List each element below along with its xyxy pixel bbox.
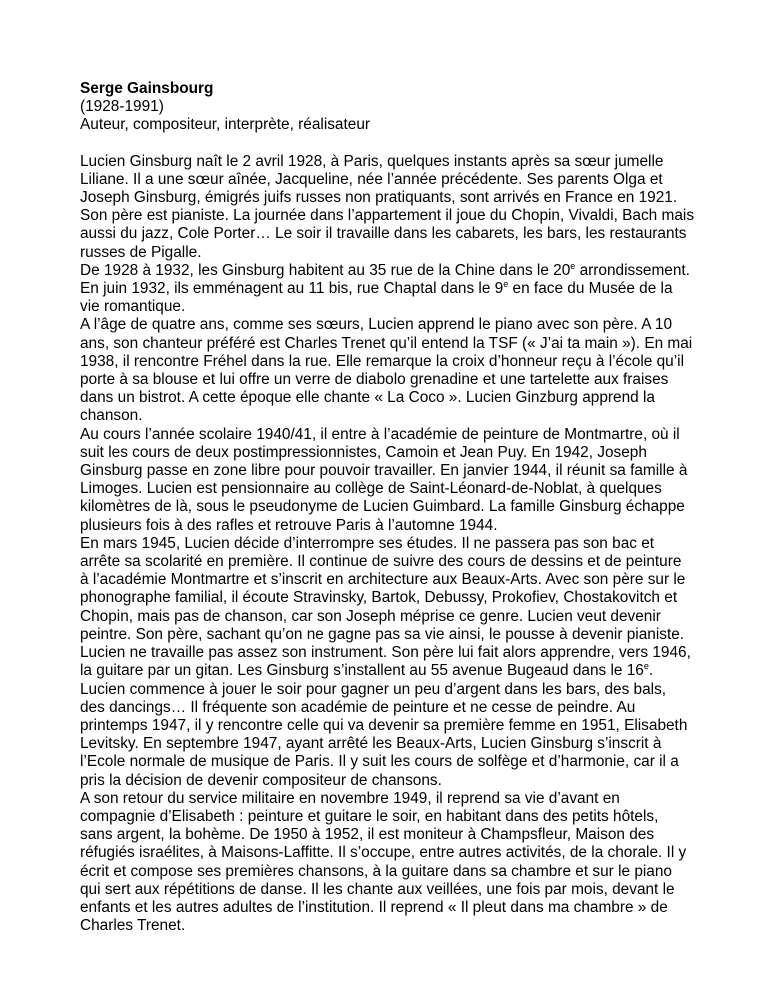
paragraph-addresses xyxy=(80,262,694,317)
life-dates: (1928-1991) xyxy=(80,98,164,116)
paragraph-addresses-part-1: De 1928 à 1932, les Ginsburg habitent au 35 rue de la Chine dans le 20 xyxy=(80,261,571,279)
paragraph-birth: Lucien Ginsburg naît le 2 avril 1928, à Paris, quelques instants après sa sœur jumelle Liliane. Il a une sœur aînée, Jacqueline, née l’année précédente. Ses parents Olga et Joseph Ginsburg, émigrés juifs russes non pratiquants, sont arrivés en France en 1921. Son père est pianiste. La journée dans l’appartement il joue du Chopin, Vivaldi, Bach mais aussi du jazz, Cole Porter… Le soir il travaille dans les cabarets, les bars, les restaurants russes de Pigalle. xyxy=(80,152,695,261)
ordinal-superscript: e xyxy=(503,278,509,289)
ordinal-superscript: e xyxy=(643,661,649,672)
paragraph-first-songs: A son retour du service militaire en novembre 1949, il reprend sa vie d’avant en compagnie d’Elisabeth : peinture et guitare le soir, en habitant dans des petits hôtels, sans argent, la bohème. De 1950 à 1952, il est moniteur à Champsfleur, Maison des réfugiés israélites, à Maisons-Laffitte. Il s’occupe, entre autres activités, de la chorale. Il y écrit et compose ses premières chansons, à la guitare dans sa chambre et sur le piano qui sert aux répétitions de danse. Il les chante aux veillées, une fois par mois, devant le enfants et les autres adultes de l’institution. Il reprend « Il pleut dans ma chambre » de Charles Trenet. xyxy=(80,789,687,935)
ordinal-superscript: e xyxy=(570,260,576,271)
document-title: Serge Gainsbourg xyxy=(80,80,214,97)
paragraph-addresses-part-3: en face du Musée de la vie romantique. xyxy=(80,280,673,316)
paragraph-music-school: Lucien commence à jouer le soir pour gagner un peu d’argent dans les bars, des bals, des dancings… Il fréquente son académie de peinture et ne cesse de peindre. Au printemps 1947, il y rencontre celle qui va devenir sa première femme en 1951, Elisabeth Levitsky. En septembre 1947, ayant arrêté les Beaux-Arts, Lucien Ginsburg s’inscrit à l’Ecole normale de musique de Paris. Il y suit les cours de solfège et d’harmonie, car il a pris la décision de devenir compositeur de chansons. xyxy=(80,680,688,789)
paragraph-studies-part-1: En mars 1945, Lucien décide d’interrompre ses études. Il ne passera pas son bac et arrête sa scolarité en première. Il continue de suivre des cours de dessins et de peinture à l’académie Montmartre et s’inscrit en architecture aux Beaux-Arts. Avec son père sur le phonographe familial, il écoute Stravinsky, Bartok, Debussy, Prokofiev, Chostakovitch et Chopin, mais pas de chanson, car son Joseph méprise ce genre. Lucien veut devenir peintre. Son père, sachant qu’on ne gagne pas sa vie ainsi, le pousse à devenir pianiste. Lucien ne travaille pas assez son instrument. Son père lui fait alors apprendre, vers 1946, la guitare par un gitan. Les Ginsburg s’installent au 55 avenue Bugeaud dans le 16 xyxy=(80,534,691,680)
paragraph-childhood: A l’âge de quatre ans, comme ses sœurs, Lucien apprend le piano avec son père. A 10 ans, son chanteur préféré est Charles Trenet qu’il entend la TSF (« J’ai ta main »). En mai 1938, il rencontre Fréhel dans la rue. Elle remarque la croix d’honneur reçu à l’école qu’il porte à sa blouse et lui offre un verre de diabolo grenadine et une tartelette aux fraises dans un bistrot. A cette époque elle chante « La Coco ». Lucien Ginzburg apprend la chanson. xyxy=(80,316,693,425)
roles-line: Auteur, compositeur, interprète, réalisateur xyxy=(80,116,371,134)
paragraph-studies-part-2: . xyxy=(648,662,654,680)
paragraph-studies xyxy=(80,535,694,681)
document-page xyxy=(80,80,694,935)
blank-line xyxy=(80,135,694,153)
paragraph-addresses-part-2: arrondissement. En juin 1932, ils emménagent au 11 bis, rue Chaptal dans le 9 xyxy=(80,261,690,298)
paragraph-war-years: Au cours l’année scolaire 1940/41, il entre à l’académie de peinture de Montmartre, où il suit les cours de deux postimpressionnistes, Camoin et Jean Puy. En 1942, Joseph Ginsburg passe en zone libre pour pouvoir travailler. En janvier 1944, il réunit sa famille à Limoges. Lucien est pensionnaire au collège de Saint-Léonard-de-Noblat, à quelques kilomètres de là, sous le pseudonyme de Lucien Guimbard. La famille Ginsburg échappe plusieurs fois à des rafles et retrouve Paris à l’automne 1944. xyxy=(80,425,688,534)
